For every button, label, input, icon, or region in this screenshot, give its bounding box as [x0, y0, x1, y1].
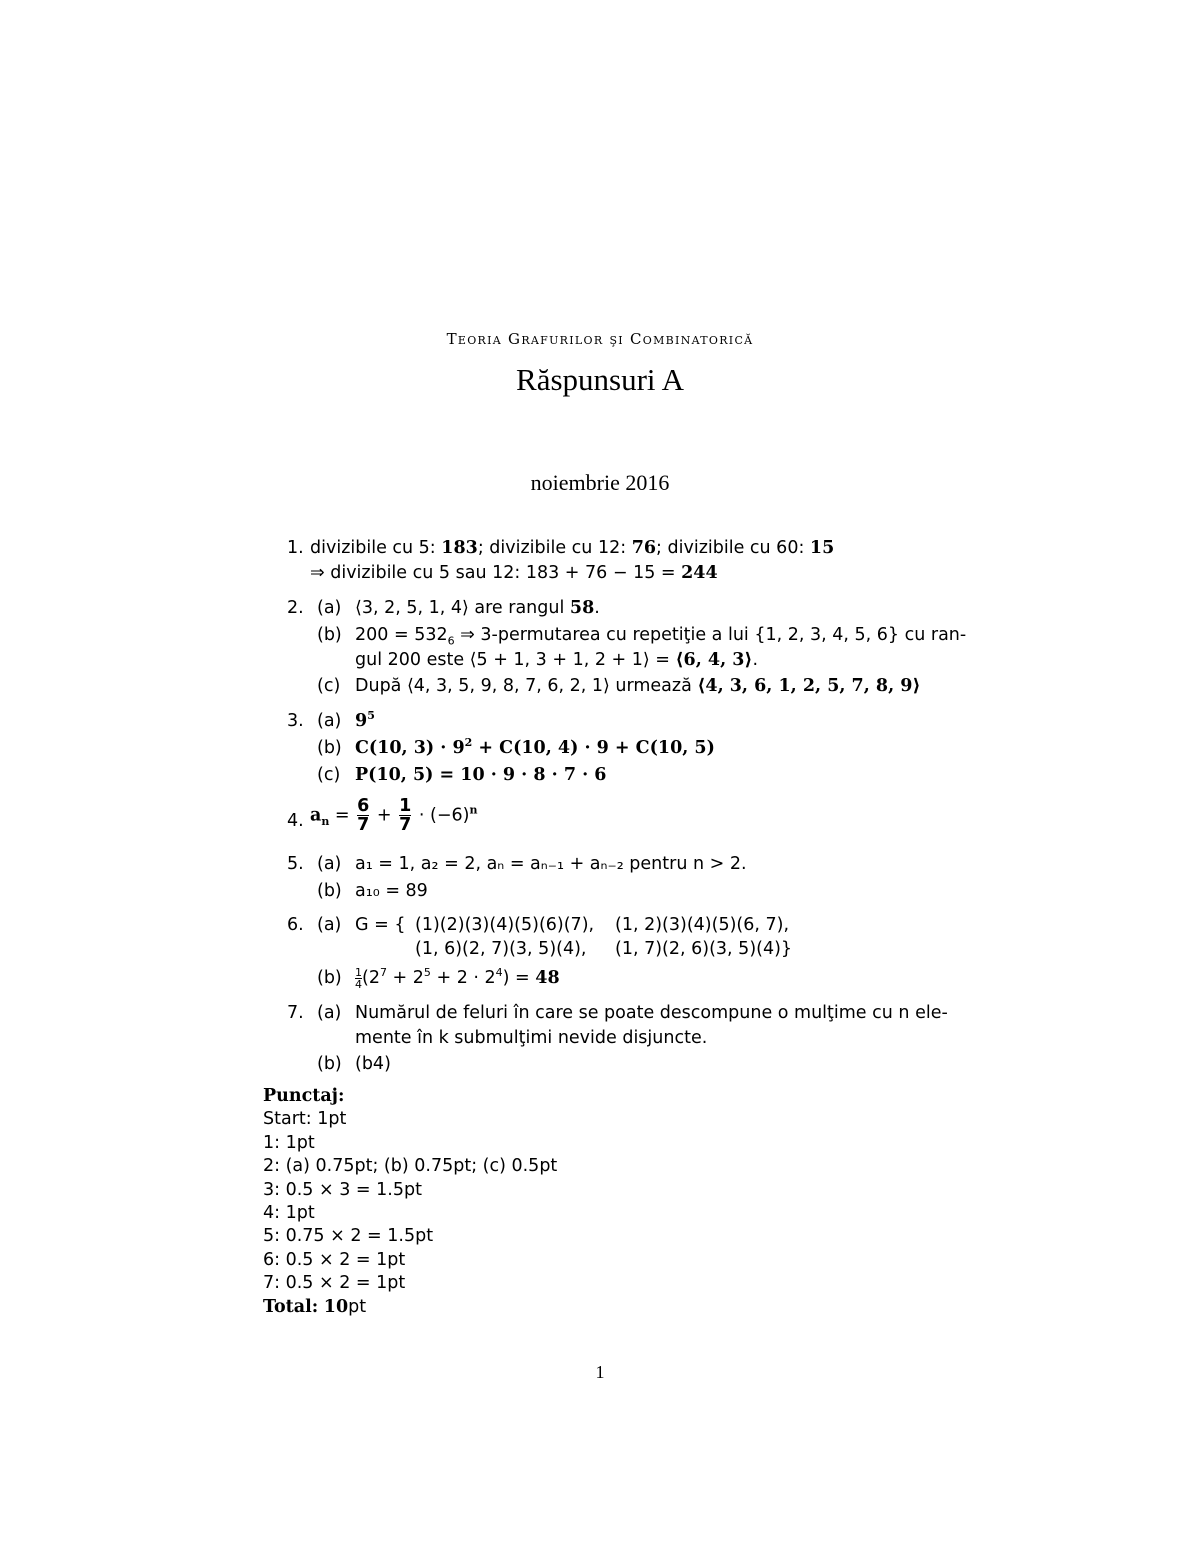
fraction: $\frac{6}{7}$	[357, 796, 370, 835]
sub-label: (c)	[317, 676, 341, 696]
sub-label: (b)	[317, 738, 342, 758]
sub-label: (b)	[317, 625, 342, 645]
answer-2b-text: $200 = 532_6$ ⇒ 3-permutarea cu repetiţie a lui {1, 2, 3, 4, 5, 6} cu ran- gul 200 este ⟨5 + 1, 3 + 1, 2 + 1⟩ = ⟨6, 4, 3⟩.	[355, 625, 967, 670]
score-line: 6: 0.5 × 2 = 1pt	[263, 1249, 406, 1270]
fraction: $\frac{1}{7}$	[399, 796, 412, 835]
answer-1-text	[310, 536, 950, 586]
score-line: 1: 1pt	[263, 1132, 315, 1153]
item-number: 4.	[287, 811, 304, 831]
permutation-cell: (1)(2)(3)(4)(5)(6)(7),	[415, 915, 595, 935]
score-line: 3: 0.5 × 3 = 1.5pt	[263, 1179, 422, 1200]
item-number: 1.	[287, 538, 304, 558]
sub-label: (a)	[317, 598, 342, 618]
answer-6: 6. (a) G = { (1)(2)(3)(4)(5)(6)(7), (1, 2)(3)(4)(5)(6, 7), (1, 6)(2, 7)(3, 5)(4), (1, 7)(2, 6)(3, 5)(4)} (b) $\frac{1}{4}$ $(2^7 + 2^5 + 2 \cdot 2^4) = 48$	[287, 913, 947, 993]
scoring-heading: Punctaj:	[263, 1086, 345, 1106]
answer-2	[287, 596, 967, 701]
course-name: Teoria Grafurilor şi Combinatorică	[446, 330, 754, 348]
answer-4-formula: $a_n$ = $\frac{6}{7}$ + $\frac{1}{7}$ · $(-6)^n$	[310, 796, 478, 835]
score-line: 4: 1pt	[263, 1203, 315, 1224]
permutation-cell: (1, 7)(2, 6)(3, 5)(4)}	[615, 939, 793, 959]
answer-1-line-1: divizibile cu 5: 183; divizibile cu 12: 76; divizibile cu 60: 15	[310, 538, 835, 558]
score-line: Start: 1pt	[263, 1109, 347, 1130]
score-line: 5: 0.75 × 2 = 1.5pt	[263, 1226, 434, 1247]
sub-label: (c)	[317, 765, 341, 785]
page-title: Răspunsuri A	[516, 362, 684, 397]
answer-4	[287, 797, 947, 847]
answer-3: 3. (a) $9^5$ (b) C(10, $3) \cdot 9^2 + C(10$, 4) · 9 + C(10, 5) (c) P(10, 5) = 10 · 9 · 8 · 7 · 6	[287, 709, 947, 789]
item-number: 2.	[287, 598, 304, 618]
sub-label: (a)	[317, 1003, 342, 1023]
item-number: 7.	[287, 1003, 304, 1023]
document-date: noiembrie 2016	[530, 470, 670, 495]
score-total: Total: 10pt	[263, 1296, 367, 1317]
item-number: 6.	[287, 915, 304, 935]
answer-5: 5. (a) a₁ = 1, a₂ = 2, aₙ = aₙ₋₁ + aₙ₋₂ pentru n > 2. (b) a₁₀ = 89	[287, 852, 947, 904]
item-number: 3.	[287, 711, 304, 731]
answer-2c-text: După ⟨4, 3, 5, 9, 8, 7, 6, 2, 1⟩ urmează ⟨4, 3, 6, 1, 2, 5, 7, 8, 9⟩	[355, 676, 921, 696]
answer-2a-text: ⟨3, 2, 5, 1, 4⟩ are rangul 58.	[355, 598, 600, 618]
answer-7: 7. (a) Numărul de feluri în care se poate descompune o mulţime cu n ele- mente în k submulţimi nevide disjuncte. (b) (b4)	[287, 1001, 947, 1081]
sub-label: (b)	[317, 1054, 342, 1074]
sub-label: (a)	[317, 915, 342, 935]
score-line: 7: 0.5 × 2 = 1pt	[263, 1273, 406, 1294]
page-number: 1	[595, 1362, 605, 1382]
fraction: $\frac{1}{4}$	[355, 965, 362, 991]
permutation-cell: (1, 2)(3)(4)(5)(6, 7),	[615, 915, 790, 935]
item-number: 5.	[287, 854, 304, 874]
score-line: 2: (a) 0.75pt; (b) 0.75pt; (c) 0.5pt	[263, 1156, 558, 1177]
sub-label: (a)	[317, 854, 342, 874]
answer-1-line-2: ⇒ divizibile cu 5 sau 12: 183 + 76 − 15 = 244	[310, 563, 718, 583]
scoring-section	[263, 1085, 557, 1319]
permutation-cell: (1, 6)(2, 7)(3, 5)(4),	[415, 939, 587, 959]
answer-6a: (a) G = { (1)(2)(3)(4)(5)(6)(7), (1, 2)(3)(4)(5)(6, 7), (1, 6)(2, 7)(3, 5)(4), (1, 7)(2, 6)(3, 5)(4)}	[317, 913, 927, 963]
sub-label: (b)	[317, 881, 342, 901]
answer-1	[287, 536, 947, 588]
sub-label: (a)	[317, 711, 342, 731]
sub-label: (b)	[317, 968, 342, 988]
